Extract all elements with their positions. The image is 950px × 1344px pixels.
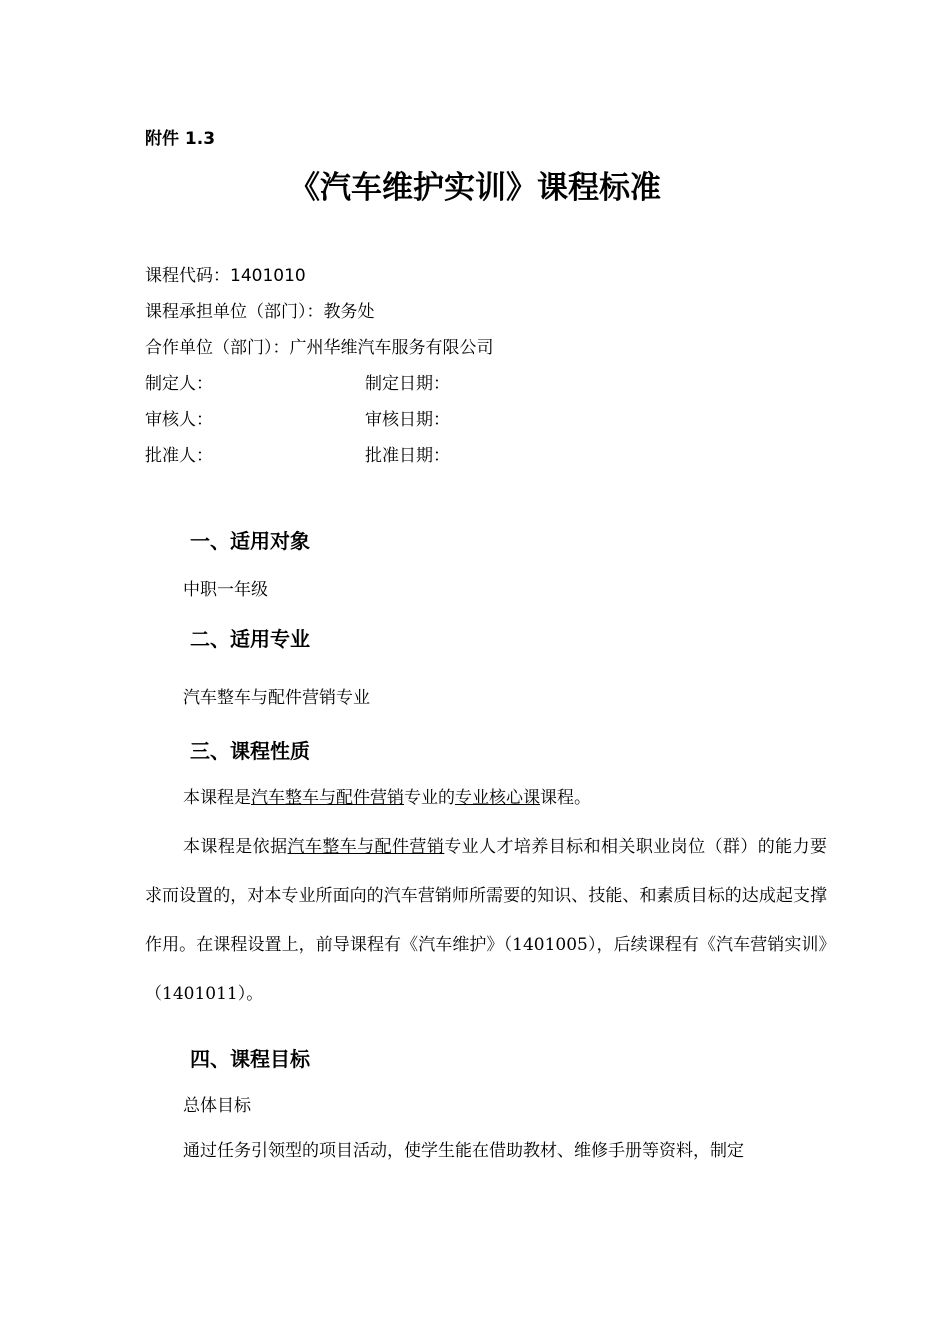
attachment-label: 附件 1.3: [145, 129, 216, 149]
course-department: 课程承担单位（部门）：教务处: [145, 302, 375, 322]
course-nature-paragraph-2: [145, 823, 827, 1019]
course-code: 课程代码：1401010: [145, 266, 306, 286]
underlined-major-name: 汽车整车与配件营销: [287, 837, 445, 857]
overall-objective-text: 通过任务引领型的项目活动，使学生能在借助教材、维修手册等资料，制定: [183, 1141, 744, 1161]
maker-label: 制定人：: [145, 374, 213, 394]
section-heading-course-nature: 三、课程性质: [190, 739, 310, 763]
partner-unit: 合作单位（部门）：广州华维汽车服务有限公司: [145, 338, 494, 358]
approve-date-label: 批准日期：: [365, 446, 450, 466]
section-text-applicable-target: 中职一年级: [183, 580, 268, 600]
text-run: 专业人才培养目标和相关职业岗位（群）的能力要求而设置的，对本专业所面向的汽车营销师所需要的知识、技能、和素质目标的达成起支撑作用。在课程设置上，前导课程有《汽车维护》（1401005），后续课程有《汽车营销实训》（1401011）。: [145, 837, 827, 1004]
document-title: 《汽车维护实训》课程标准: [289, 170, 661, 206]
text-run: 专业的: [404, 788, 455, 808]
section-heading-applicable-major: 二、适用专业: [190, 627, 310, 651]
reviewer-label: 审核人：: [145, 410, 213, 430]
section-text-applicable-major: 汽车整车与配件营销专业: [183, 688, 370, 708]
approver-label: 批准人：: [145, 446, 213, 466]
section-heading-course-objectives: 四、课程目标: [190, 1047, 310, 1071]
section-heading-applicable-target: 一、适用对象: [190, 529, 310, 553]
text-run: 课程。: [540, 788, 591, 808]
overall-objective-subheading: 总体目标: [183, 1096, 251, 1116]
underlined-course-type: 专业核心课: [455, 788, 540, 808]
make-date-label: 制定日期：: [365, 374, 450, 394]
underlined-major-name: 汽车整车与配件营销: [251, 788, 404, 808]
text-run: 本课程是依据: [183, 837, 288, 857]
text-run: 本课程是: [183, 788, 251, 808]
course-nature-paragraph-1: [183, 786, 591, 810]
review-date-label: 审核日期：: [365, 410, 450, 430]
